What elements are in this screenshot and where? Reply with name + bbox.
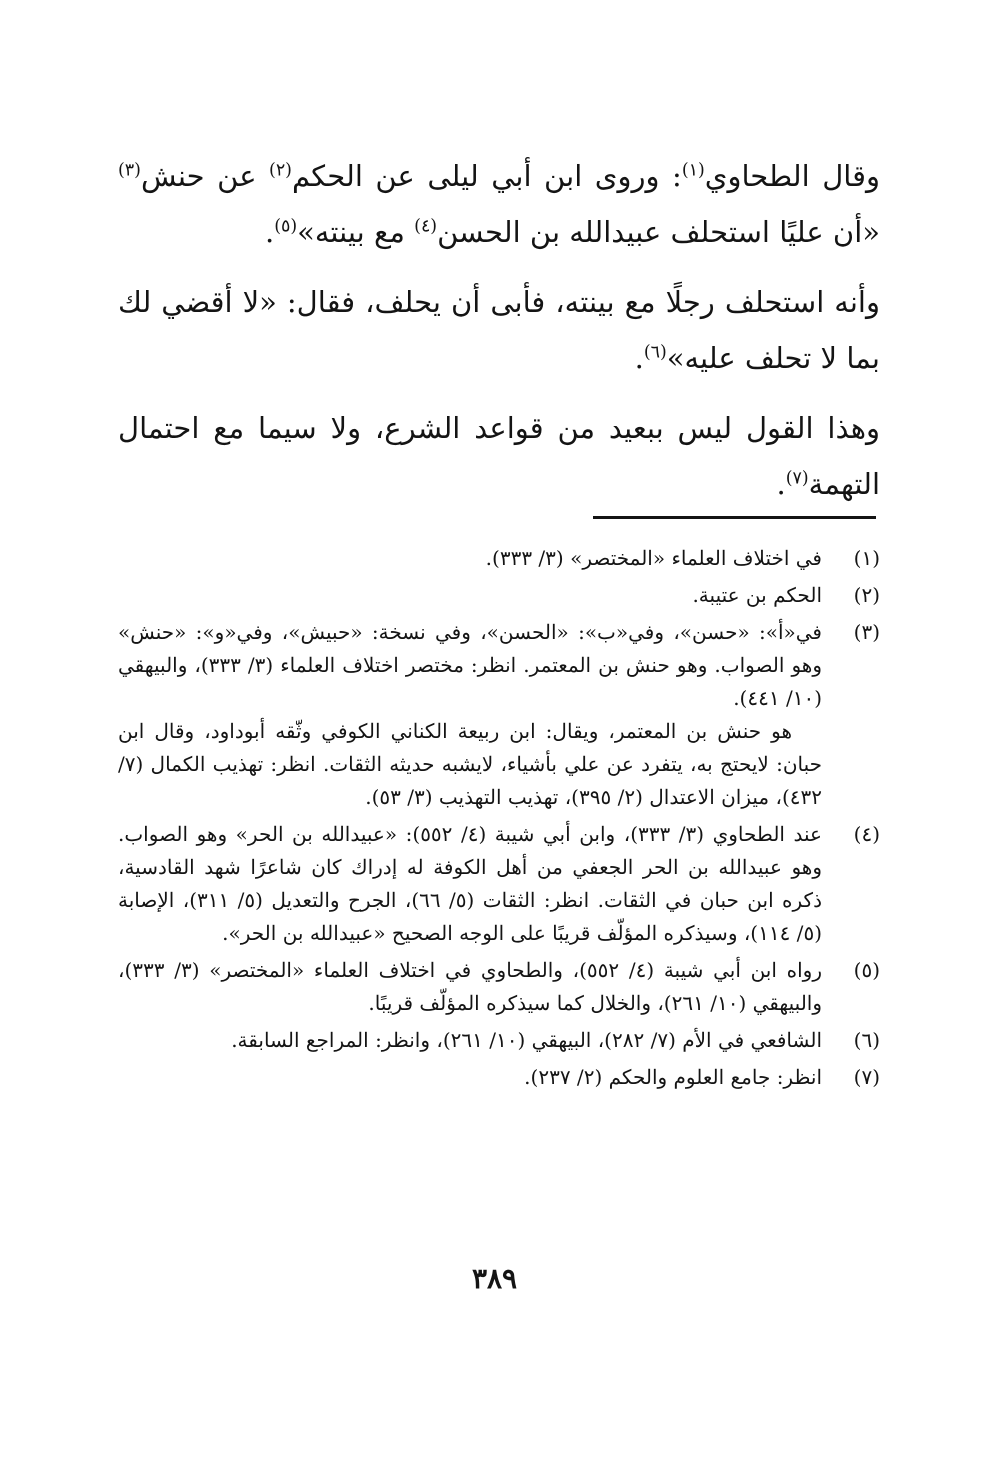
footnote-number: (٢) <box>853 583 880 607</box>
footnote-number: (٧) <box>853 1065 880 1089</box>
footnote <box>118 954 880 1020</box>
footnote-body <box>118 579 822 612</box>
footnote-text: عند الطحاوي (٣/ ٣٣٣)، وابن أبي شيبة (٤/ ٥٥٢): «عبيدالله بن الحر» وهو الصواب. وهو عبيدالله بن الحر الجعفي من أهل الكوفة له إدراك كان شاعرًا شهد القادسية، ذكره ابن حبان في الثقات. انظر: الثقات (٥/ ٦٦)، الجرح والتعديل (٥/ ٣١١)، الإصابة (٥/ ١١٤)، وسيذكره المؤلّف قريبًا على الوجه الصحيح «عبيدالله بن الحر». <box>118 822 822 945</box>
footnote-body <box>118 616 822 814</box>
text-run: وهذا القول ليس ببعيد من قواعد الشرع، ولا سيما مع احتمال التهمة <box>118 411 880 501</box>
footnote-ref: (٦) <box>643 342 667 363</box>
text-run: مع بينته» <box>297 215 415 249</box>
footnote <box>118 818 880 950</box>
footnote-body <box>118 954 822 1020</box>
text-run: «أن عليًا استحلف عبيدالله بن الحسن <box>437 215 880 249</box>
footnote-text: رواه ابن أبي شيبة (٤/ ٥٥٢)، والطحاوي في اختلاف العلماء «المختصر» (٣/ ٣٣٣)، والبيهقي (١٠/ ٢٦١)، والخلال كما سيذكره المؤلّف قريبًا. <box>118 958 822 1015</box>
footnote-body <box>118 1024 822 1057</box>
footnote-number: (٣) <box>853 620 880 644</box>
text-run: وأنه استحلف رجلًا مع بينته، فأبى أن يحلف، فقال: «لا أقضي لك بما لا تحلف عليه» <box>118 285 880 375</box>
footnote-text: في«أ»: «حسن»، وفي«ب»: «الحسن»، وفي نسخة: «حبيش»، وفي«و»: «حنش» وهو الصواب. وهو حنش بن المعتمر. انظر: مختصر اختلاف العلماء (٣/ ٣٣٣)، والبيهقي (١٠/ ٤٤١). <box>118 620 823 710</box>
footnote-ref: (٤) <box>414 216 438 237</box>
footnote <box>118 542 880 575</box>
footnote-separator <box>593 516 876 519</box>
footnote-text: الشافعي في الأم (٧/ ٢٨٢)، البيهقي (١٠/ ٢٦١)، وانظر: المراجع السابقة. <box>231 1028 822 1052</box>
footnote-body <box>118 542 822 575</box>
text-run: . <box>264 215 275 249</box>
footnote-body <box>118 818 822 950</box>
footnote <box>118 1024 880 1057</box>
footnote-body <box>118 1061 822 1094</box>
main-text <box>118 148 880 526</box>
footnote-number: (٦) <box>853 1028 880 1052</box>
footnote-text: في اختلاف العلماء «المختصر» (٣/ ٣٣٣). <box>485 546 822 570</box>
page-number: ٣٨٩ <box>471 1262 518 1295</box>
paragraph <box>118 400 880 512</box>
footnote <box>118 616 880 814</box>
text-run: . <box>634 341 644 375</box>
text-run: عن حنش <box>140 159 270 193</box>
footnote-ref: (٥) <box>274 216 298 237</box>
text-run: وقال الطحاوي <box>704 159 880 193</box>
footnote-text: انظر: جامع العلوم والحكم (٢/ ٢٣٧). <box>524 1065 822 1089</box>
footnote-text: الحكم بن عتيبة. <box>692 583 822 607</box>
footnote-ref: (٣) <box>118 160 141 181</box>
paragraph <box>118 274 880 386</box>
footnote-number: (٤) <box>853 822 880 846</box>
footnote <box>118 579 880 612</box>
footnotes <box>118 542 880 1098</box>
paragraph <box>118 148 880 260</box>
footnote-number: (٥) <box>853 958 880 982</box>
footnote <box>118 1061 880 1094</box>
footnote-text: هو حنش بن المعتمر، ويقال: ابن ربيعة الكناني الكوفي وثّقه أبوداود، وقال ابن حبان: لايحتج به، يتفرد عن علي بأشياء، لايشبه حديثه الثقات. انظر: تهذيب الكمال (٧/ ٤٣٢)، ميزان الاعتدال (٢/ ٣٩٥)، تهذيب التهذيب (٣/ ٥٣). <box>118 719 822 809</box>
footnote-ref: (٧) <box>785 468 809 489</box>
footnote-ref: (٢) <box>269 160 292 181</box>
text-run: . <box>776 467 786 501</box>
footnote-ref: (١) <box>681 160 705 181</box>
text-run: : وروى ابن أبي ليلى عن الحكم <box>291 159 682 193</box>
footnote-number: (١) <box>853 546 880 570</box>
